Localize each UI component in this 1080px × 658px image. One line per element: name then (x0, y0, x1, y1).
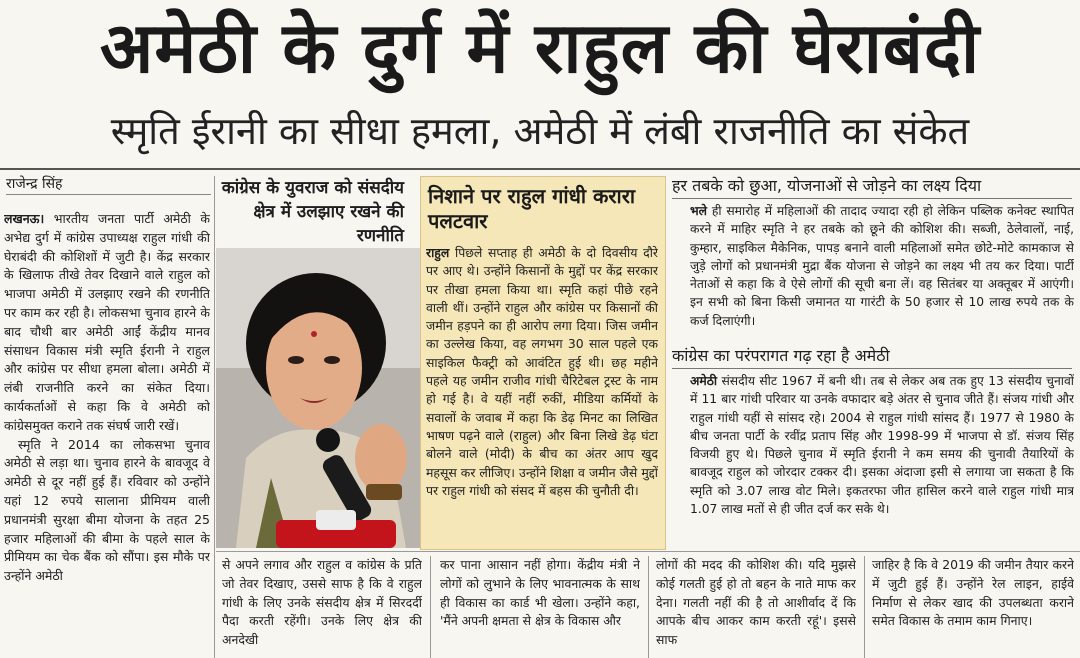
headline-divider (0, 168, 1080, 170)
column-divider (430, 556, 431, 658)
byline: राजेन्द्र सिंह (6, 174, 211, 195)
section-history-text: संसदीय सीट 1967 में बनी थी। तब से लेकर अब तक हुए 13 संसदीय चुनावों में 11 बार गांधी परिवार या उनके वफादार बड़े अंतर से चुनाव जीते हैं। संजय गांधी और राहुल गांधी यहीं से सांसद रहे। 2004 से राहुल गांधी सांसद हैं। 1977 से 1980 के बीच जनता पार्टी के रवींद्र प्रताप सिंह और 1998-99 में भाजपा से डॉ. संजय सिंह विजयी हुए थे। पिछले चुनाव में स्मृति ईरानी ने कम समय की चुनावी तैयारियों के बावजूद राहुल को जोरदार टक्कर दी। इसका अंदाजा इसी से लगाया जा सकता है कि स्मृति को 3.07 लाख वोट मिले। इकतरफा जीत हासिल करने वाले राहुल गांधी मात्र 1.07 लाख मतों से ही जीत दर्ज कर सके थे। (690, 374, 1074, 517)
section-body-outreach (690, 202, 1074, 340)
bottom-divider (216, 551, 1080, 552)
section-heading-outreach: हर तबके को छुआ, योजनाओं से जोड़ने का लक्ष्य दिया (672, 174, 1072, 199)
continuation-column-4: जाहिर है कि वे 2019 की जमीन तैयार करने में जुटी हुई हैं। उन्होंने रेल लाइन, हाईवे निर्माण से लेकर खाद की उपलब्धता कराने समेत विकास के तमाम काम गिनाए। (872, 557, 1074, 629)
paragraph-1 (4, 210, 210, 436)
column-divider (214, 176, 215, 658)
continuation-column-3: लोगों की मदद की कोशिश की। यदि मुझसे कोई गलती हुई हो तो बहन के नाते माफ कर देना। गलती नहीं की है तो आशीर्वाद दें कि आपके बीच आकर काम करती रहूं'। इससे साफ (656, 557, 856, 648)
paragraph-2: स्मृति ने 2014 का लोकसभा चुनाव अमेठी से लड़ा था। चुनाव हारने के बावजूद वे अमेठी से दूर नहीं हुई हैं। रविवार को उन्होंने यहां 12 रुपये सालाना प्रीमियम वाली प्रधानमंत्री सुरक्षा बीमा योजना के तहत 25 हजार महिलाओं की बीमा के पहले साल के प्रीमियम का चेक बैंक को सौंपा। इस मौके पर उन्होंने अमेठी (4, 436, 210, 584)
section-heading-history: कांग्रेस का परंपरागत गढ़ रहा है अमेठी (672, 344, 1072, 369)
subheadline: स्मृति ईरानी का सीधा हमला, अमेठी में लंबी राजनीति का संकेत (110, 109, 970, 153)
section-outreach-text: ही समारोह में महिलाओं की तादाद ज्यादा रही हो लेकिन पब्लिक कनेक्ट स्थापित करने में माहिर स्मृति ने हर तबके को छूने की कोशिश की। सब्जी, ठेलेवालों, नाई, कुम्हार, साइकिल मैकेनिक, पापड़ बनाने वाली महिलाओं समेत छोटे-मोटे कामकाज से जुड़े लोगों को प्रधानमंत्री मुद्रा बैंक योजना से जोड़ने का लक्ष्य भी तय कर दिया। पार्टी नेताओं से कहा कि वे ऐसे लोगों की सूची बना लें। वह सितंबर या अक्तूबर में आएंगी। इन सभी को बिना किसी जमानत या गारंटी के 50 हजार से 10 लाख रुपये तक के कर्ज दिलाएंगी। (690, 204, 1074, 328)
section-body-history (690, 372, 1074, 542)
smriti-irani-photo (216, 248, 431, 548)
continuation-column-2: कर पाना आसान नहीं होगा। केंद्रीय मंत्री ने लोगों को लुभाने के लिए भावनात्मक के साथ ही विकास का कार्ड भी खेला। उन्होंने कहा, 'मैंने अपनी क्षमता से क्षेत्र के विकास और (440, 557, 640, 629)
continuation-column-1: से अपने लगाव और राहुल व कांग्रेस के प्रति जो तेवर दिखाए, उससे साफ है कि वे राहुल गांधी के लिए उनके संसदीय क्षेत्र में सिरदर्दी पैदा करती रहेंगी। उनके लिए क्षेत्र की अनदेखी (222, 557, 422, 648)
main-article-column (4, 210, 210, 658)
column-divider (864, 556, 865, 658)
section-outreach-lead: भले (690, 204, 707, 218)
side-box-body (426, 244, 658, 544)
promo-quote: कांग्रेस के युवराज को संसदीय क्षेत्र में उलझाए रखने की रणनीति (221, 178, 404, 246)
side-box-text: पिछले सप्ताह ही अमेठी के दो दिवसीय दौरे पर आए थे। उन्होंने किसानों के मुद्दों पर केंद्र सरकार पर तीखा हमला किया था। स्मृति कहां पीछे रहने वाली थीं। उन्होंने राहुल और कांग्रेस पर किसानों की जमीन हड़पने का ही आरोप लगा दिया। जिस जमीन का उल्लेख किया, वह लगभग 30 साल पहले एक साइकिल फैक्ट्री को आवंटित हुई थी। छह महीने पहले यह जमीन राजीव गांधी चैरिटेबल ट्रस्ट के नाम हो गई है। वे यहीं नहीं रुकीं, मीडिया कर्मियों के सवालों के जवाब में कहा कि डेढ़ मिनट का लिखित भाषण पढ़ने वाले (राहुल) और बिना लिखे डेढ़ घंटा बोलने वाले (मोदी) के बीच का अंतर आप खुद महसूस कर लीजिए। उन्होंने शिक्षा व जमीन जैसे मुद्दों पर राहुल गांधी को संसद में बहस की चुनौती दी। (426, 245, 658, 498)
paragraph-1-text: भारतीय जनता पार्टी अमेठी के अभेद्य दुर्ग में कांग्रेस उपाध्यक्ष राहुल गांधी की घेराबंदी की कोशिशों में जुटी है। केंद्र सरकार के खिलाफ तीखे तेवर दिखाने वाले राहुल को भाजपा अमेठी में उलझाए रखने की रणनीति पर काम कर रही है। लोकसभा चुनाव हारने के बाद चौथी बार अमेठी आईं केंद्रीय मानव संसाधन विकास मंत्री स्मृति ईरानी ने राहुल और कांग्रेस पर सीधा हमला बोला। अमेठी में लंबी राजनीति करने का संकेत दिया। कार्यकर्ताओं से कहा कि वे अमेठी को कांग्रेसमुक्त कराने तक संघर्ष जारी रखें। (4, 211, 210, 433)
side-box-title: निशाने पर राहुल गांधी करारा पलटवार (428, 184, 636, 233)
dateline: लखनऊ। (4, 211, 45, 226)
side-box-lead: राहुल (426, 245, 450, 260)
section-history-lead: अमेठी (690, 374, 718, 388)
column-divider (648, 556, 649, 658)
headline: अमेठी के दुर्ग में राहुल की घेराबंदी (99, 7, 981, 89)
